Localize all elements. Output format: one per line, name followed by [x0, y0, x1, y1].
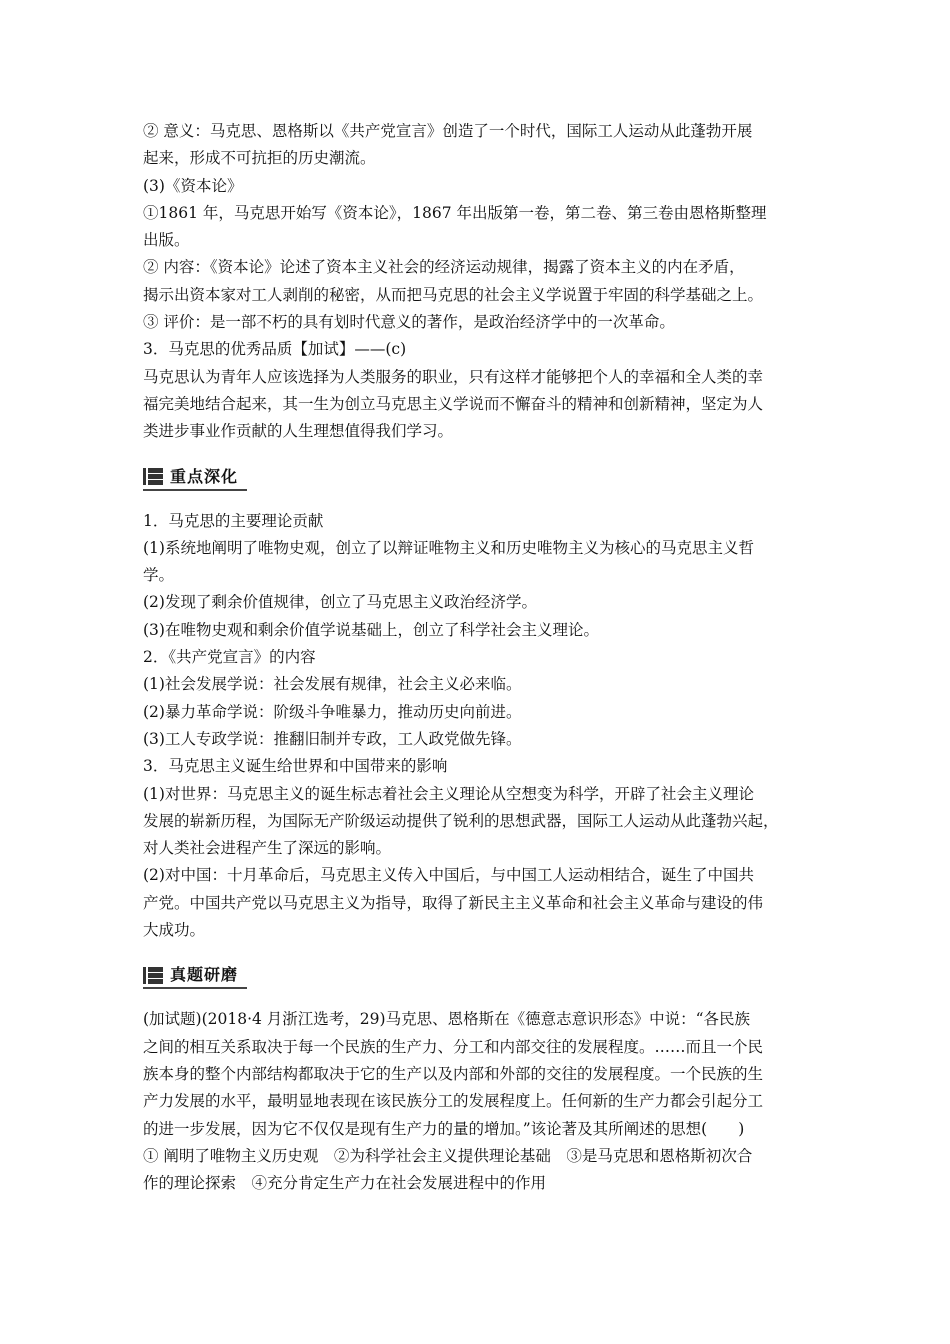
text-line: 3．马克思的优秀品质【加试】——(c)	[143, 340, 407, 359]
text-line: 产力发展的水平，最明显地表现在该民族分工的发展程度上。任何新的生产力都会引起分工	[143, 1092, 764, 1111]
text-line: 之间的相互关系取决于每一个民族的生产力、分工和内部交往的发展程度。……而且一个民	[143, 1037, 764, 1056]
section-bars-icon	[143, 468, 163, 485]
text-line: 2．《共产党宣言》的内容	[143, 648, 316, 667]
text-line: 学。	[143, 566, 175, 585]
text-line: ①1861 年，马克思开始写《资本论》，1867 年出版第一卷，第二卷、第三卷由恩格斯整理	[143, 203, 767, 222]
text-line: 类进步事业作贡献的人生理想值得我们学习。	[143, 422, 454, 441]
text-line: 马克思认为青年人应该选择为人类服务的职业，只有这样才能够把个人的幸福和全人类的幸	[143, 367, 764, 386]
text-line: 产党。中国共产党以马克思主义为指导，取得了新民主主义革命和社会主义革命与建设的伟	[143, 893, 764, 912]
text-line: 作的理论探索 ④充分肯定生产力在社会发展进程中的作用	[143, 1174, 547, 1193]
text-line: 对人类社会进程产生了深远的影响。	[143, 839, 392, 858]
text-line: 起来，形成不可抗拒的历史潮流。	[143, 149, 376, 168]
text-line: 的进一步发展，因为它不仅仅是现有生产力的量的增加。”该论著及其所阐述的思想( )	[143, 1119, 745, 1138]
text-line: (3)工人专政学说：推翻旧制并专政，工人政党做先锋。	[143, 729, 522, 748]
text-line: (2)对中国：十月革命后，马克思主义传入中国后，与中国工人运动相结合，诞生了中国共	[143, 866, 754, 885]
section-header-exam-questions	[143, 964, 247, 989]
intro-block	[143, 118, 815, 446]
section-header-key-points	[143, 466, 247, 491]
text-line: 族本身的整个内部结构都取决于它的生产以及内部和外部的交往的发展程度。一个民族的生	[143, 1064, 764, 1083]
text-line: ① 阐明了唯物主义历史观 ②为科学社会主义提供理论基础 ③是马克思和恩格斯初次合	[143, 1146, 753, 1165]
text-line: (1)对世界：马克思主义的诞生标志着社会主义理论从空想变为科学，开辟了社会主义理论	[143, 784, 754, 803]
text-line: (3)在唯物史观和剩余价值学说基础上，创立了科学社会主义理论。	[143, 620, 599, 639]
text-line: ② 内容：《资本论》论述了资本主义社会的经济运动规律，揭露了资本主义的内在矛盾，	[143, 258, 745, 277]
text-line: (2)发现了剩余价值规律，创立了马克思主义政治经济学。	[143, 593, 537, 612]
key-points-block	[143, 508, 815, 945]
section-title: 真题研磨	[170, 965, 239, 985]
section-bars-icon	[143, 967, 163, 984]
text-line: (2)暴力革命学说：阶级斗争唯暴力，推动历史向前进。	[143, 702, 522, 721]
text-line: ③ 评价：是一部不朽的具有划时代意义的著作，是政治经济学中的一次革命。	[143, 313, 675, 332]
text-line: (加试题)(2018·4 月浙江选考，29)马克思、恩格斯在《德意志意识形态》中说：“各民族	[143, 1010, 750, 1029]
text-line: (3)《资本论》	[143, 176, 243, 195]
text-line: 出版。	[143, 231, 190, 250]
text-line: 发展的崭新历程，为国际无产阶级运动提供了锐利的思想武器，国际工人运动从此蓬勃兴起，	[143, 811, 779, 830]
text-line: 1．马克思的主要理论贡献	[143, 511, 324, 530]
text-line: 揭示出资本家对工人剥削的秘密，从而把马克思的社会主义学说置于牢固的科学基础之上。	[143, 285, 764, 304]
text-line: (1)系统地阐明了唯物史观，创立了以辩证唯物主义和历史唯物主义为核心的马克思主义哲	[143, 538, 754, 557]
section-title: 重点深化	[170, 466, 239, 486]
text-line: 3．马克思主义诞生给世界和中国带来的影响	[143, 757, 448, 776]
text-line: 大成功。	[143, 921, 206, 940]
text-line: 福完美地结合起来，其一生为创立马克思主义学说而不懈奋斗的精神和创新精神，坚定为人	[143, 394, 764, 413]
document-content	[143, 118, 815, 1197]
text-line: (1)社会发展学说：社会发展有规律，社会主义必来临。	[143, 675, 522, 694]
text-line: ② 意义：马克思、恩格斯以《共产党宣言》创造了一个时代，国际工人运动从此蓬勃开展	[143, 122, 753, 140]
exam-question-block	[143, 1006, 815, 1197]
